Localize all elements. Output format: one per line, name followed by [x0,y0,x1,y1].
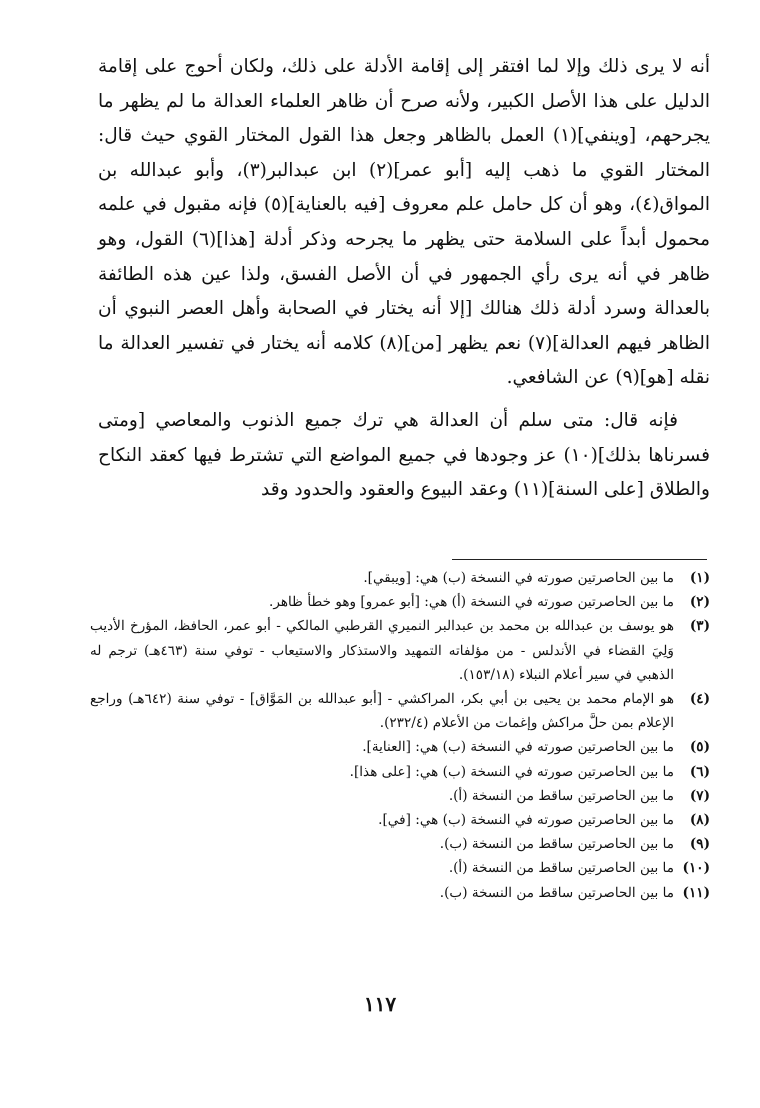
footnote-1 [90,566,710,590]
footnote-5 [90,735,710,759]
body-paragraph-1: أنه لا يرى ذلك وإلا لما افتقر إلى إقامة الأدلة على ذلك، ولكان أحوج على إقامة الدليل على هذا الأصل الكبير، ولأنه صرح أن ظاهر العلماء العدالة ما لم يظهر ما يجرحهم، [وينفي](١) العمل بالظاهر وجعل هذا القول المختار القوي حيث قال: المختار القوي ما ذهب إليه [أبو عمر](٢) ابن عبدالبر(٣)، وأبو عبدالله بن المواق(٤)، وهو أن كل حامل علم معروف [فيه بالعناية](٥) فإنه مقبول في علمه محمول أبداً على السلامة حتى يظهر ما يجرحه وذكر أدلة [هذا](٦) القول، وهو ظاهر في أنه يرى رأي الجمهور في أن الأصل الفسق، ولذا عين هذه الطائفة بالعدالة وسرد أدلة ذلك هنالك [إلا أنه يختار في الصحابة وأهل العصر النبوي أن الظاهر فيهم العدالة](٧) نعم يظهر [من](٨) كلامه أنه يختار في تفسير العدالة ما نقله [هو](٩) عن الشافعي. [98,56,711,389]
footnote-text: ما بين الحاصرتين ساقط من النسخة (ب). [439,836,674,853]
footnote-8 [90,808,710,832]
footnote-text: ما بين الحاصرتين صورته في النسخة (أ) هي: [أبو عمرو] وهو خطأ ظاهر. [269,594,674,611]
footnote-number: (٤) [689,691,710,708]
footnote-number: (١١) [682,884,710,901]
footnote-text: ما بين الحاصرتين صورته في النسخة (ب) هي: [في]. [378,812,674,829]
footnotes [90,566,710,905]
footnote-number: (٩) [689,836,710,853]
footnote-text: ما بين الحاصرتين صورته في النسخة (ب) هي: [على هذا]. [349,763,674,780]
footnote-9 [90,832,710,856]
footnote-number: (٣) [689,618,710,635]
footnote-text: ما بين الحاصرتين صورته في النسخة (ب) هي: [العناية]. [362,739,674,756]
footnote-4 [90,687,710,735]
footnote-number: (٢) [689,594,710,611]
footnote-10 [90,856,710,880]
footnote-6 [90,760,710,784]
footnote-text: ما بين الحاصرتين صورته في النسخة (ب) هي: [ويبقي]. [363,570,674,586]
footnote-number: (١٠) [682,860,710,877]
body-paragraph-2: فإنه قال: متى سلم أن العدالة هي ترك جميع الذنوب والمعاصي [ومتى فسرناها بذلك](١٠) عز وجودها في جميع المواضع التي تشترط فيها كعقد النكاح والطلاق [على السنة](١١) وعقد البيوع والعقود والحدود وقد [98,409,710,501]
main-text [98,50,710,508]
footnote-text: هو يوسف بن عبدالله بن محمد بن عبدالبر النميري القرطبي المالكي - أبو عمر، الحافظ، المؤرخ الأديب وَلِيَ القضاء في الأندلس - من مؤلفاته التمهيد والاستذكار والاستيعاب - توفي سنة (٤٦٣هـ) ترجم له الذهبي في سير أعلام النبلاء (١٥٣/١٨). [90,618,674,683]
footnote-separator [452,559,707,560]
footnote-2 [90,590,710,614]
footnote-text: ما بين الحاصرتين ساقط من النسخة (ب). [439,884,674,901]
footnote-11 [90,881,710,905]
footnote-number: (٥) [689,739,710,756]
footnote-3 [90,614,710,687]
footnote-number: (٦) [689,763,710,780]
footnote-number: (٧) [689,787,710,804]
footnote-text: ما بين الحاصرتين ساقط من النسخة (أ). [448,787,674,804]
footnote-number: (١) [689,570,710,586]
footnote-7 [90,784,710,808]
footnote-text: هو الإمام محمد بن يحيى بن أبي بكر، المراكشي - [أبو عبدالله بن المَوَّاق] - توفي سنة (٦٤٢هـ) وراجع الإعلام بمن حلَّ مراكش وإغمات من الأعلام (٢٣٢/٤). [90,691,674,732]
footnote-number: (٨) [689,812,710,829]
footnote-text: ما بين الحاصرتين ساقط من النسخة (أ). [448,860,674,877]
page-number: ١١٧ [363,992,397,1016]
